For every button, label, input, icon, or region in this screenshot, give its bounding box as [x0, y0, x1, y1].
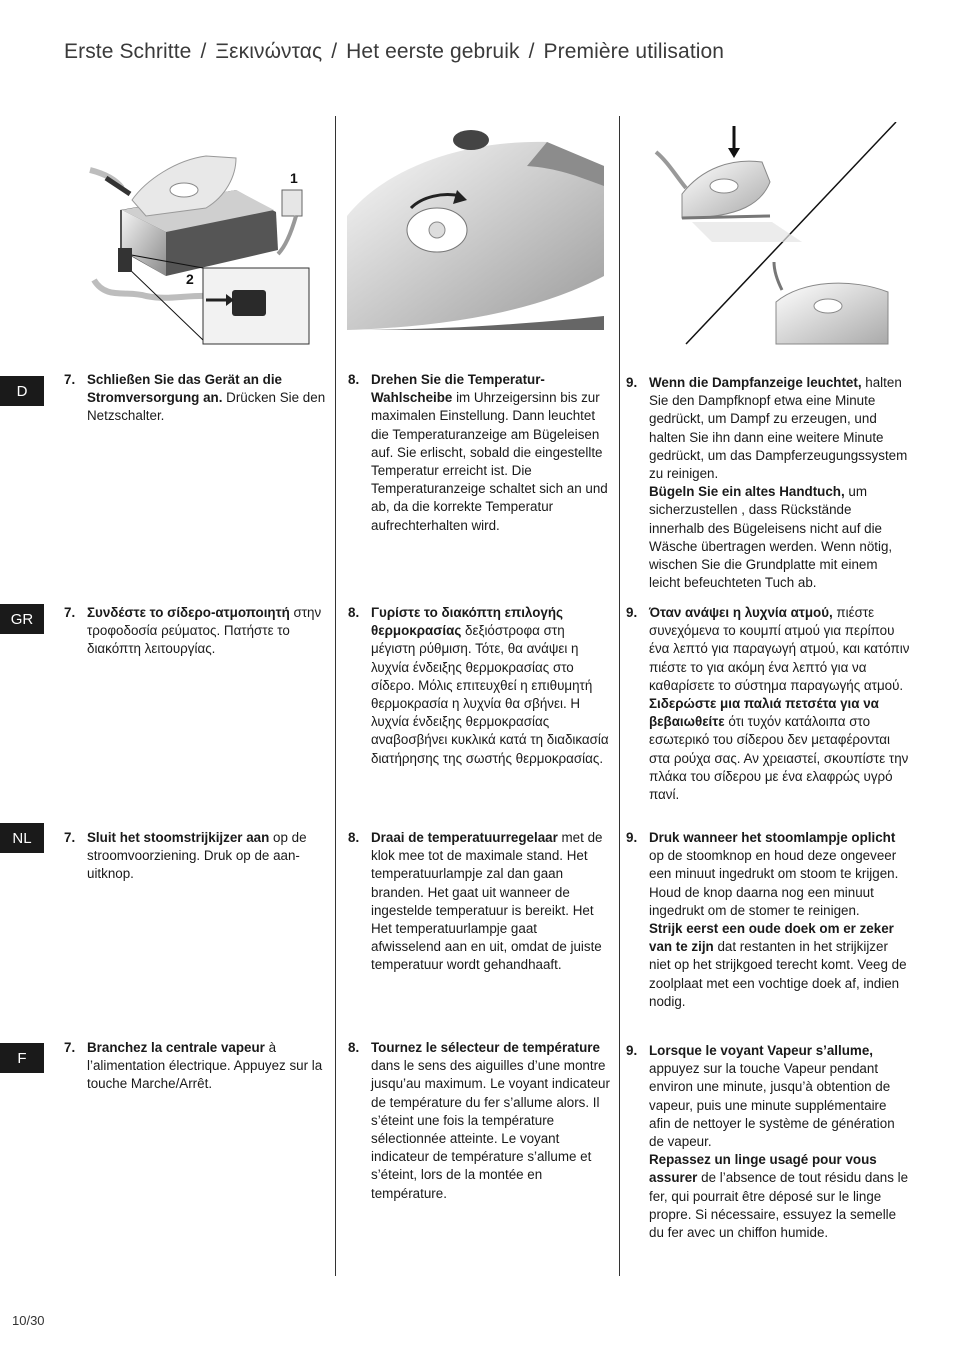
title-gr: Ξεκινώντας: [215, 40, 323, 63]
step-8-nl: 8. Draai de temperatuurregelaar met de klok mee tot de maximale stand. Het temperatuurlampje zal dan gaan branden. Het gaat uit wanneer de ingestelde temperatuur is bereikt. Het Het temperatuurlampje gaat afwisselend aan en uit, omdat de juiste temperatuur wordt gehandhaaft.: [348, 830, 603, 973]
illustration-temperature-dial: [347, 126, 604, 330]
step-9-de: 9. Wenn die Dampfanzeige leuchtet, halten Sie den Dampfknopf etwa eine Minute gedrückt, um Dampf zu erzeugen, und halten Sie ihn dann eine weitere Minute gedrückt, um das Dampferzeugungssystem zu reinigen. Bügeln Sie ein altes Handtuch, um sicherzustellen , dass Rückstände innerhalb des Bügeleisens nicht auf die Wäsche übertragen werden. Wenn nötig, wischen Sie die Grundplatte mit einem leicht befeuchteten Tuch ab.: [626, 375, 908, 591]
callout-1: 1: [290, 170, 298, 186]
page-number: 10/30: [12, 1313, 45, 1328]
step-9-fr: 9. Lorsque le voyant Vapeur s’allume, appuyez sur la touche Vapeur pendant environ une minute, jusqu’à obtention de vapeur, puis une minute supplémentaire afin de nettoyer le système de génération de vapeur. Repassez un linge usagé pour vous assurer de l’absence de tout résidu dans le fer, qui pourrait être déposé sur le linge propre. Si nécessaire, essuyez la semelle du fer avec un chiffon humide.: [626, 1043, 909, 1241]
title-de: Erste Schritte: [64, 40, 192, 63]
step-9-nl: 9. Druk wanneer het stoomlampje oplicht op de stoomknop en houd deze ongeveer een minuut ingedrukt om stoom te krijgen. Houd de knop daarna nog een minuut ingedrukt om de stomer te reinigen. Strijk eerst een oude doek om er zeker van te zijn dat restanten in het strijkijzer niet op het strijkgoed terecht komt. Veeg de zoolplaat met een vochtige doek af, indien nodig.: [626, 830, 907, 1009]
step-9-gr: 9. Όταν ανάψει η λυχνία ατμού, πιέστε συνεχόμενα το κουμπί ατμού για περίπου ένα λεπτό για παραγωγή ατμού, και κατόπιν πιέστε το για ακόμη ένα λεπτό για να καθαρίσετε το σύστημα παραγωγής ατμού. Σιδερώστε μια παλιά πετσέτα για να βεβαιωθείτε ότι τυχόν κατάλοιπα στο εσωτερικό του σίδερου δεν μεταφέρονται στα ρούχα σας. Αν χρειαστεί, σκουπίστε την πλάκα του σίδερου με ένα ελαφρώς υγρό πανί.: [626, 605, 910, 803]
column-divider: [335, 116, 336, 1276]
title-nl: Het eerste gebruik: [346, 40, 520, 63]
language-tab-nl: NL: [0, 823, 44, 853]
callout-2: 2: [186, 271, 194, 287]
illustration-steam-cleaning: [652, 122, 898, 346]
title-separator: /: [528, 40, 535, 63]
title-fr: Première utilisation: [543, 40, 725, 63]
step-7-nl: 7. Sluit het stoomstrijkijzer aan op de stroomvoorziening. Druk op de aan-uitknop.: [64, 830, 307, 882]
step-7-fr: 7. Branchez la centrale vapeur à l’alimentation électrique. Appuyez sur la touche Marche/Arrêt.: [64, 1040, 323, 1092]
title-separator: /: [331, 40, 338, 63]
step-8-fr: 8. Tournez le sélecteur de température dans le sens des aiguilles d’une montre jusqu’au maximum. Le voyant indicateur de température du fer s’allume alors. Il s’éteint une fois la température sélectionnée atteinte. Le voyant indicateur de température s’allume et s’éteint, lors de la montée en température.: [348, 1040, 610, 1201]
illustration-power-on: [86, 150, 312, 346]
step-8-de: 8. Drehen Sie die Temperatur-Wahlscheibe im Uhrzeigersinn bis zur maximalen Einstellung. Dann leuchtet die Temperaturanzeige am Bügeleisen auf. Sie erlischt, sobald die eingestellte Temperatur erreicht ist. Die Temperaturanzeige schaltet sich an und ab, da die korrekte Temperatur aufrechterhalten wird.: [348, 372, 608, 533]
title-separator: /: [200, 40, 207, 63]
language-tab-de: D: [0, 376, 44, 406]
page-title: [64, 40, 724, 64]
language-tab-gr: GR: [0, 604, 44, 634]
step-7-de: 7. Schließen Sie das Gerät an die Stromversorgung an. Drücken Sie den Netzschalter.: [64, 372, 326, 424]
step-7-gr: 7. Συνδέστε το σίδερο-ατμοποιητή στην τροφοδοσία ρεύματος. Πατήστε το διακόπτη λειτουργίας.: [64, 605, 322, 657]
language-tab-fr: F: [0, 1043, 44, 1073]
step-8-gr: 8. Γυρίστε το διακόπτη επιλογής θερμοκρασίας δεξιόστροφα στη μέγιστη ρύθμιση. Τότε, θα ανάψει η λυχνία ένδειξης θερμοκρασίας στο σίδερο. Μόλις επιτευχθεί η επιθυμητή θερμοκρασία η λυχνία θα σβήνει. Η λυχνία ένδειξης θερμοκρασίας αναβοσβήνει κυκλικά κατά τη διαδικασία διατήρησης της σωστής θερμοκρασίας.: [348, 605, 609, 766]
column-divider: [619, 116, 620, 1276]
